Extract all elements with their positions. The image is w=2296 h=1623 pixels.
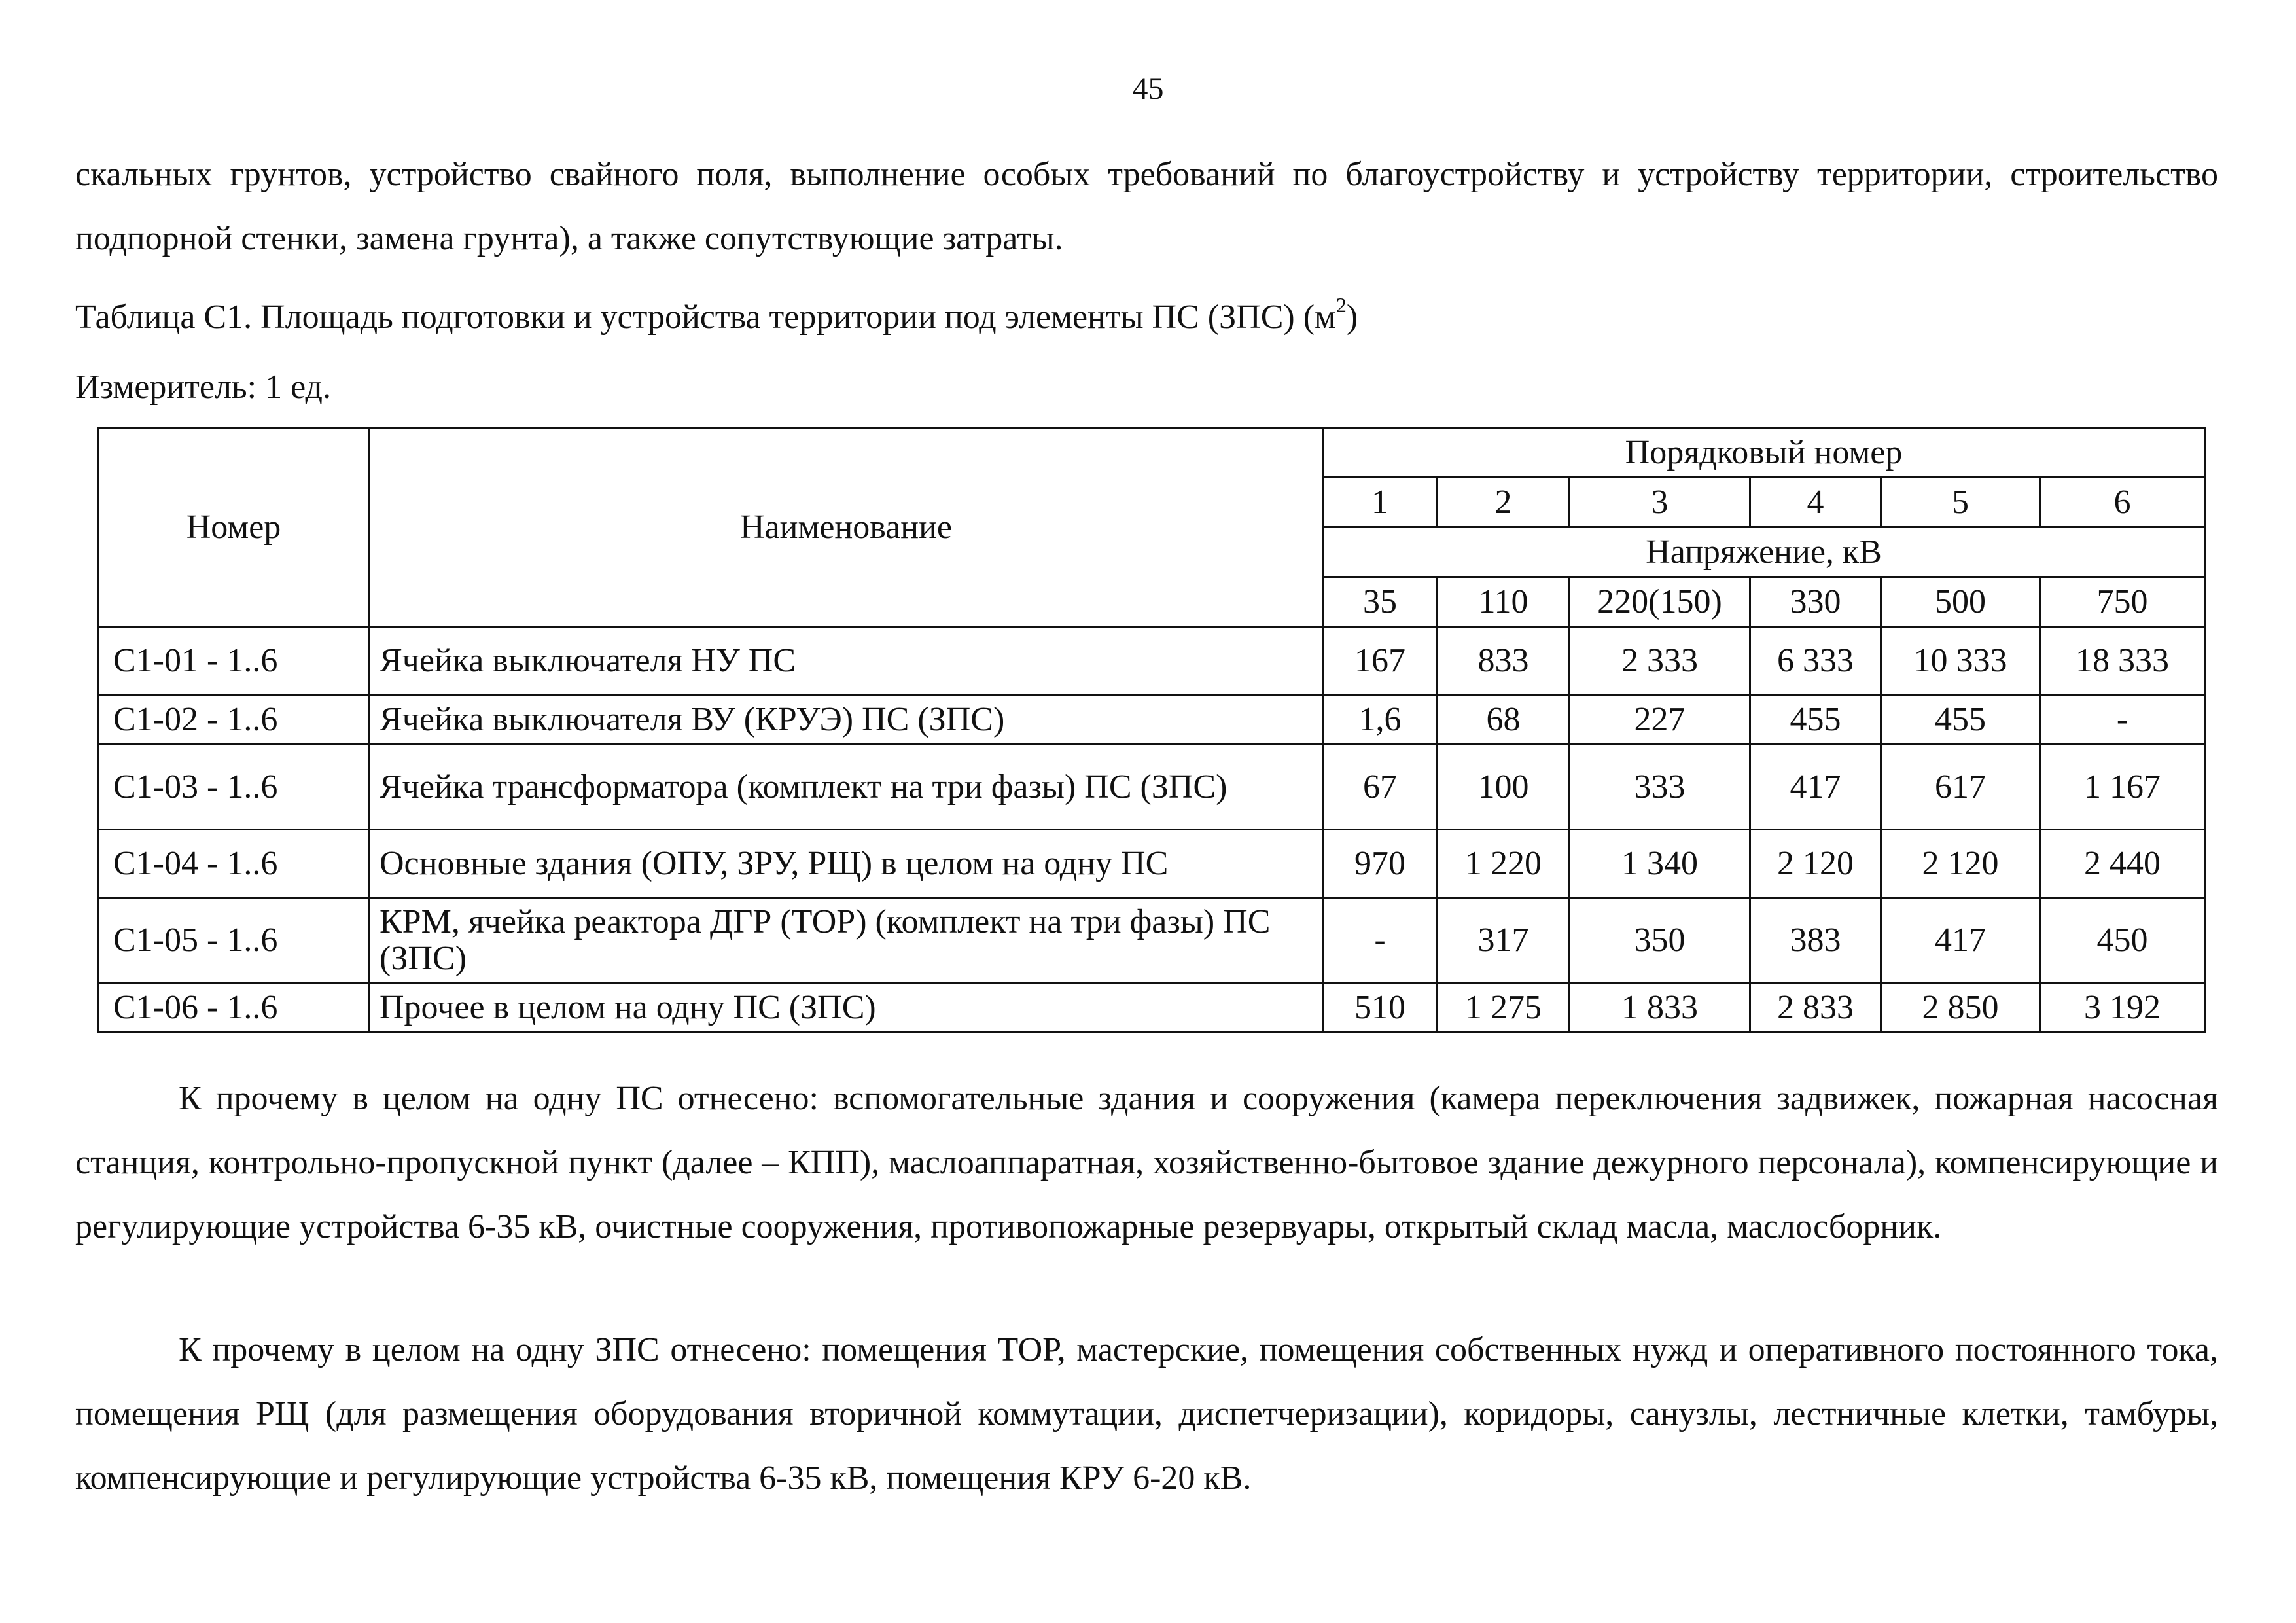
row-value: 970 (1323, 830, 1438, 898)
row-value: 227 (1570, 695, 1750, 745)
row-value: 1 220 (1438, 830, 1570, 898)
row-value: 10 333 (1881, 627, 2040, 695)
paragraph-zps-other: К прочему в целом на одну ЗПС отнесено: помещения ТОР, мастерские, помещения собственных нужд и оперативного постоянного тока, помещения РЩ (для размещения оборудования вторичной коммутации, диспетчеризации), коридоры, санузлы, лестничные клетки, тамбуры, компенсирующие и регулирующие устройства 6-35 кВ, помещения КРУ 6-20 кВ. (75, 1331, 2218, 1497)
table-caption-superscript: 2 (1335, 293, 1347, 317)
row-value: 510 (1323, 983, 1438, 1033)
header-order: Порядковый номер (1323, 428, 2205, 478)
row-value: 617 (1881, 745, 2040, 830)
row-value: 6 333 (1750, 627, 1881, 695)
voltage-cell: 35 (1323, 577, 1438, 627)
voltage-cell: 500 (1881, 577, 2040, 627)
header-name: Наименование (370, 428, 1323, 627)
table-row (98, 983, 2205, 1033)
row-value: 2 833 (1750, 983, 1881, 1033)
row-code: С1-05 - 1..6 (98, 898, 370, 983)
row-value: 3 192 (2040, 983, 2205, 1033)
voltage-cell: 750 (2040, 577, 2205, 627)
row-value: 2 440 (2040, 830, 2205, 898)
voltage-cell: 220(150) (1570, 577, 1750, 627)
row-value: 68 (1438, 695, 1570, 745)
order-number-cell: 4 (1750, 478, 1881, 527)
row-value: 100 (1438, 745, 1570, 830)
row-value: 67 (1323, 745, 1438, 830)
order-number-cell: 6 (2040, 478, 2205, 527)
row-value: 2 120 (1750, 830, 1881, 898)
row-value: - (1323, 898, 1438, 983)
table-row (98, 830, 2205, 898)
row-value: 18 333 (2040, 627, 2205, 695)
voltage-cell: 110 (1438, 577, 1570, 627)
order-number-cell: 2 (1438, 478, 1570, 527)
row-code: С1-01 - 1..6 (98, 627, 370, 695)
row-name: Прочее в целом на одну ПС (ЗПС) (370, 983, 1323, 1033)
row-name: Ячейка выключателя ВУ (КРУЭ) ПС (ЗПС) (370, 695, 1323, 745)
table-row (98, 695, 2205, 745)
table-row (98, 627, 2205, 695)
row-value: 2 120 (1881, 830, 2040, 898)
row-value: 1 340 (1570, 830, 1750, 898)
row-name: КРМ, ячейка реактора ДГР (ТОР) (комплект на три фазы) ПС (ЗПС) (370, 898, 1323, 983)
area-table (97, 427, 2206, 1033)
table-caption-close: ) (1346, 298, 1358, 336)
intro-paragraph: скальных грунтов, устройство свайного поля, выполнение особых требований по благоустройству и устройству территории, строительство подпорной стенки, замена грунта), а также сопутствующие затраты. (75, 156, 2218, 257)
row-value: 1 833 (1570, 983, 1750, 1033)
table-row (98, 745, 2205, 830)
row-value: 450 (2040, 898, 2205, 983)
voltage-cell: 330 (1750, 577, 1881, 627)
row-name: Ячейка трансформатора (комплект на три фазы) ПС (ЗПС) (370, 745, 1323, 830)
row-name: Ячейка выключателя НУ ПС (370, 627, 1323, 695)
row-value: 2 850 (1881, 983, 2040, 1033)
row-code: С1-04 - 1..6 (98, 830, 370, 898)
row-value: 383 (1750, 898, 1881, 983)
table-row (98, 898, 2205, 983)
measure-unit: Измеритель: 1 ед. (75, 368, 331, 406)
order-number-cell: 3 (1570, 478, 1750, 527)
row-value: 1 167 (2040, 745, 2205, 830)
table-caption-text: Таблица С1. Площадь подготовки и устройства территории под элементы ПС (ЗПС) (м (75, 298, 1336, 336)
row-value: - (2040, 695, 2205, 745)
row-name: Основные здания (ОПУ, ЗРУ, РЩ) в целом на одну ПС (370, 830, 1323, 898)
row-value: 1,6 (1323, 695, 1438, 745)
row-value: 317 (1438, 898, 1570, 983)
row-value: 2 333 (1570, 627, 1750, 695)
header-voltage: Напряжение, кВ (1323, 527, 2205, 577)
table-caption (75, 293, 1358, 336)
order-number-cell: 1 (1323, 478, 1438, 527)
row-value: 455 (1750, 695, 1881, 745)
row-value: 417 (1881, 898, 2040, 983)
order-number-cell: 5 (1881, 478, 2040, 527)
row-value: 833 (1438, 627, 1570, 695)
row-value: 455 (1881, 695, 2040, 745)
row-value: 350 (1570, 898, 1750, 983)
page-number: 45 (1132, 71, 1164, 106)
row-value: 417 (1750, 745, 1881, 830)
row-code: С1-02 - 1..6 (98, 695, 370, 745)
row-value: 167 (1323, 627, 1438, 695)
row-value: 333 (1570, 745, 1750, 830)
row-value: 1 275 (1438, 983, 1570, 1033)
header-number: Номер (98, 428, 370, 627)
row-code: С1-06 - 1..6 (98, 983, 370, 1033)
paragraph-ps-other: К прочему в целом на одну ПС отнесено: вспомогательные здания и сооружения (камера переключения задвижек, пожарная насосная станция, контрольно-пропускной пункт (далее – КПП), маслоаппаратная, хозяйственно-бытовое здание дежурного персонала), компенсирующие и регулирующие устройства 6-35 кВ, очистные сооружения, противопожарные резервуары, открытый склад масла, маслосборник. (75, 1080, 2218, 1245)
row-code: С1-03 - 1..6 (98, 745, 370, 830)
